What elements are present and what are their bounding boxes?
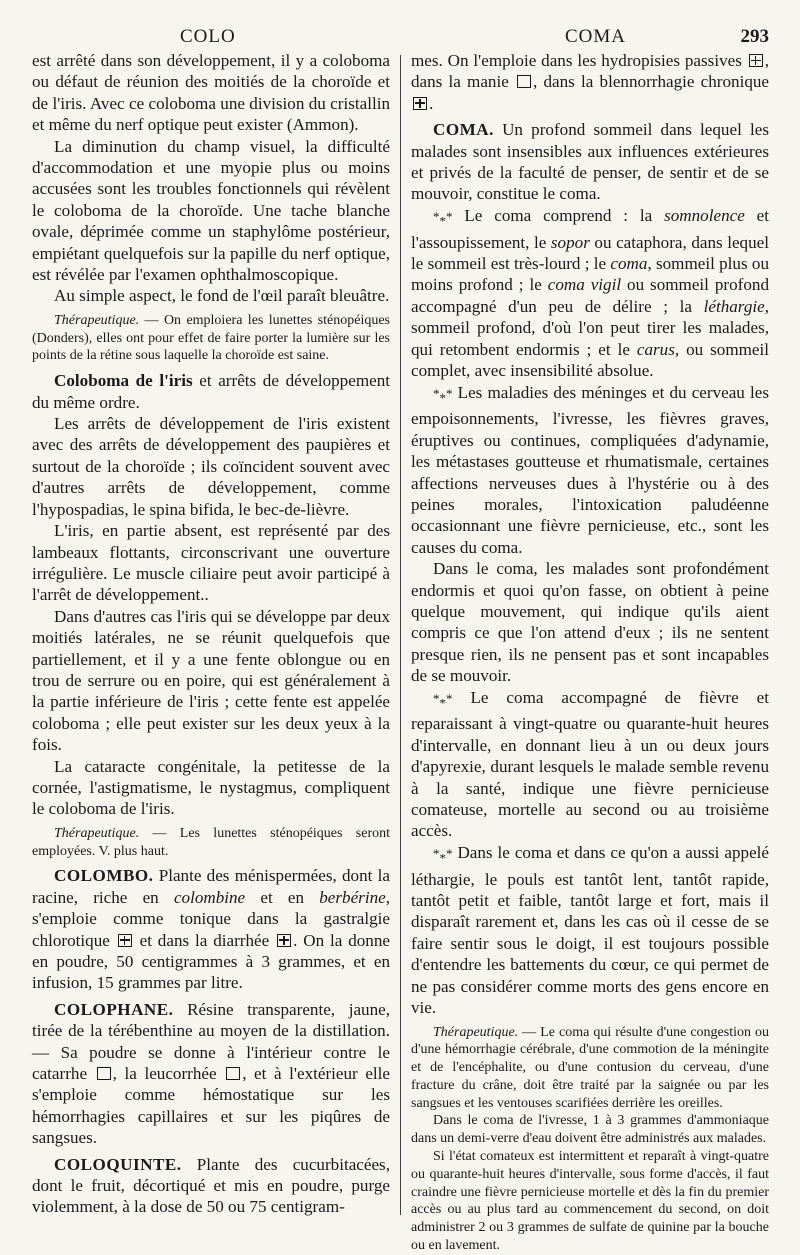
coloquinte-entry bbox=[32, 1154, 390, 1218]
entry-text: mes. On l'emploie dans les hydropisies passives bbox=[411, 51, 742, 70]
entry-text: Résine transparente, jaune, tirée de la térébenthine au moyen de la distillation. — Sa poudre se donne à l'intérieur contre le catarrhe bbox=[32, 999, 390, 1084]
paragraph: La diminution du champ visuel, la difficulté d'accommodation et une myopie plus ou moins accusées sont les troubles fonctionnels qui révèlent le coloboma de la choroïde. Une tache blanche ovale, déprimée comme un staphylôme postérieur, empiétant quelquefois sur la papille du nerf optique, est révélée par l'examen ophthalmoscopique. bbox=[32, 136, 390, 285]
entry-italic: berbérine bbox=[319, 887, 386, 907]
page-number: 293 bbox=[740, 26, 769, 47]
entry-text: , s'emploie comme tonique dans la gastralgie chlorotique bbox=[32, 887, 390, 950]
asterism-mark: * bbox=[446, 690, 453, 706]
plus-box-icon bbox=[118, 934, 132, 947]
entry-text: Plante des ménispermées, dont la racine, riche en bbox=[32, 866, 390, 907]
column-rule bbox=[400, 55, 401, 1215]
entry-text: , et à l'extérieur elle s'emploie comme hémostatique sur les hémorrhagies capillaires et sur les piqûres de sangsues. bbox=[32, 1064, 391, 1148]
entry-text: Le coma accompagné de fièvre et reparaissant à vingt-quatre ou quarante-huit heures d'intervalle, en donnant lieu à un ou deux jours d'apyrexie, durant lesquels le malade semble revenu à la santé, indique une fièvre pernicieuse comateuse, mortelle au second ou au troisième accès. bbox=[411, 687, 769, 841]
asterism-mark: * bbox=[433, 845, 440, 861]
note-paragraph: Dans le coma de l'ivresse, 1 à 3 grammes d'ammoniaque dans un demi-verre d'eau doivent être administrés aux malades. bbox=[411, 1113, 769, 1147]
subentry-text: et arrêts de développement du même ordre. bbox=[32, 371, 390, 412]
asterism-mark: * bbox=[439, 389, 446, 405]
note-paragraph: Si l'état comateux est intermittent et reparaît à vingt-quatre ou quarante-huit heures d'intervalle, sous forme d'accès, il faut craindre une fièvre pernicieuse mortelle et dès la fin du premier accès ou au plus tard au commencement du second, on doit administrer 2 ou 3 grammes de sulfate de quinine par la bouche ou en lavement. bbox=[411, 1149, 769, 1254]
header-left-word: COLO bbox=[180, 26, 236, 47]
entry-text: et en bbox=[245, 887, 320, 907]
empty-box-icon bbox=[517, 75, 531, 88]
paragraph: Dans le coma, les malades sont profondément endormis et quoi qu'on fasse, on obtient à peine quelque mouvement, qui indique qu'ils aient compris ce que l'on attend d'eux ; ils ne sentent presque rien, ils ne pensent pas et sont incapables de se mouvoir. bbox=[411, 559, 769, 686]
entry-italic: colombine bbox=[173, 887, 246, 907]
entry-text: , ou sommeil complet, avec insensibilité absolue. bbox=[411, 339, 769, 381]
colophane-entry bbox=[32, 999, 390, 1149]
entry-text: , dans la manie bbox=[411, 51, 769, 92]
entry-title: COLOMBO. bbox=[54, 866, 154, 886]
asterism-mark: * bbox=[439, 850, 446, 866]
plus-box-icon bbox=[749, 54, 763, 67]
entry-italic: léthargie bbox=[703, 296, 765, 316]
entry-text: , sommeil plus ou moins profond ; le bbox=[411, 254, 770, 295]
plus-box-icon bbox=[277, 934, 291, 947]
asterism-mark: * bbox=[446, 845, 453, 861]
paragraph bbox=[411, 205, 769, 382]
entry-text: , la leucorrhée bbox=[112, 1064, 217, 1084]
paragraph: Dans d'autres cas l'iris qui se développe par deux moitiés latérales, ne se réunit quelquefois que partiellement, et il y a une fente oblongue ou en trou de serrure ou en poire, qui est généralement à la partie inférieure de l'iris ; cette fente est appelée coloboma ; elle peut exister sur les deux yeux à la fois. bbox=[32, 606, 390, 755]
asterism-mark: * bbox=[446, 385, 453, 401]
paragraph: La cataracte congénitale, la petitesse de la cornée, l'astigmatisme, le nystagmus, compliquent le coloboma de l'iris. bbox=[32, 756, 390, 819]
asterism-mark: * bbox=[433, 385, 440, 401]
asterism-mark: * bbox=[439, 695, 446, 710]
entry-title: COMA. bbox=[433, 120, 494, 140]
running-header bbox=[0, 26, 800, 48]
entry-text: Le coma comprend : la bbox=[452, 205, 665, 225]
empty-box-icon bbox=[97, 1067, 111, 1080]
entry-text: Dans le coma et dans ce qu'on a aussi appelé léthargie, le pouls est tantôt lent, tantôt rapide, tantôt petit et faible, tantôt large et fort, mais il disparaît rarement et, dans les cas où il cesse de se faire sentir sous le doigt, il est toujours possible d'entendre les battements du cœur, ce qui permet de ne pas considérer comme morts des gens encore en vie. bbox=[411, 842, 769, 1018]
colombo-entry bbox=[32, 865, 390, 993]
entry-text: . bbox=[429, 93, 434, 113]
left-column bbox=[32, 50, 390, 1218]
paragraph: est arrêté dans son développement, il y a coloboma ou défaut de réunion des moitiés de la choroïde et de l'iris. Avec ce coloboma une division du cristallin et même du nerf optique peut exister (Ammon). bbox=[32, 51, 390, 135]
entry-text: ou cataphora, dans lequel le sommeil est très-lourd ; le bbox=[411, 232, 769, 274]
entry-italic: coma vigil bbox=[547, 275, 622, 295]
asterism-mark: * bbox=[439, 213, 446, 229]
entry-italic: sopor bbox=[550, 232, 590, 252]
note-text: — On emploiera les lunettes sténopéiques (Donders), elles ont pour effet de faire porter la lumière sur les points de la rétine sous laquelle la choroïde est saine. bbox=[32, 312, 390, 364]
entry-text: et l'assoupissement, le bbox=[411, 205, 769, 252]
paragraph bbox=[411, 382, 769, 559]
note-label: Thérapeutique. bbox=[54, 825, 140, 841]
entry-text: Un profond sommeil dans lequel les malades sont insensibles aux influences extérieures et privés de la faculté de penser, de sentir et de se mouvoir, constitue le coma. bbox=[411, 120, 769, 204]
entry-italic: carus bbox=[636, 339, 675, 359]
therapeutique-note bbox=[32, 312, 390, 365]
note-text: — Les lunettes sténopéiques seront employées. V. plus haut. bbox=[32, 825, 390, 859]
asterism-mark: * bbox=[433, 690, 440, 706]
plus-box-icon bbox=[413, 97, 427, 110]
iris-entry bbox=[32, 370, 390, 413]
paragraph: Les arrêts de développement de l'iris existent avec des arrêts de développement des paupières et surtout de la choroïde ; ils coïncident souvent avec d'autres arrêts de développement, comme l'hypospadias, le spina bifida, le bec-de-lièvre. bbox=[32, 414, 390, 519]
asterism-mark: * bbox=[446, 208, 453, 224]
entry-text: , sommeil profond, d'où l'on peut tirer les malades, qui retombent endormis ; et le bbox=[411, 296, 769, 359]
empty-box-icon bbox=[226, 1067, 240, 1080]
entry-italic: coma bbox=[610, 254, 648, 274]
entry-title: COLOPHANE. bbox=[54, 999, 174, 1019]
entry-text: , dans la blennorrhagie chronique bbox=[533, 72, 770, 92]
paragraph bbox=[411, 842, 769, 1019]
paragraph: L'iris, en partie absent, est représenté par des lambeaux flottants, circonscrivant une ouverture irrégulière. Le muscle ciliaire peut avoir participé à l'arrêt de développement.. bbox=[32, 521, 390, 605]
paragraph bbox=[411, 50, 769, 114]
therapeutique-note bbox=[411, 1024, 769, 1113]
entry-title: COLOQUINTE. bbox=[54, 1154, 182, 1174]
entry-text: Les maladies des méninges et du cerveau les empoisonnements, l'ivresse, les fièvres graves, éruptives ou continues, compliquées d'adynamie, les métastases goutteuse et rhumatismale, certaines affections nerveuses dues à l'hystérie ou à des peines morales, l'intoxication paludéenne occasionnant une fièvre pernicieuse, etc., sont les causes du coma. bbox=[411, 382, 769, 557]
note-label: Thérapeutique. bbox=[433, 1024, 519, 1040]
right-column bbox=[411, 50, 769, 1255]
note-label: Thérapeutique. bbox=[54, 312, 140, 328]
note-text: — Le coma qui résulte d'une congestion ou d'une hémorrhagie cérébrale, d'une commotion de la méningite et de l'encéphalite, ou d'une contusion du cerveau, d'une fracture du crâne, doit être traité par la saignée ou par les sangsues et les ventouses scarifiées derrière les oreilles. bbox=[411, 1024, 769, 1111]
entry-text: Plante des cucurbitacées, dont le fruit, décortiqué et mis en poudre, purge violemment, à la dose de 50 ou 75 centigram- bbox=[32, 1154, 390, 1217]
therapeutique-note bbox=[32, 825, 390, 861]
entry-text: . On la donne en poudre, 50 centigrammes à 3 grammes, et en infusion, 15 grammes par litre. bbox=[32, 930, 390, 993]
subentry-title: Coloboma de l'iris bbox=[54, 371, 193, 391]
asterism-mark: * bbox=[433, 208, 440, 224]
entry-text: ou sommeil profond accompagné d'un peu de délire ; la bbox=[411, 275, 769, 316]
coma-entry bbox=[411, 119, 769, 205]
entry-text: et dans la diarrhée bbox=[133, 930, 270, 950]
paragraph bbox=[411, 687, 769, 842]
header-center-word: COMA bbox=[565, 26, 627, 47]
paragraph: Au simple aspect, le fond de l'œil paraît bleuâtre. bbox=[54, 286, 390, 306]
entry-italic: somnolence bbox=[664, 205, 745, 225]
